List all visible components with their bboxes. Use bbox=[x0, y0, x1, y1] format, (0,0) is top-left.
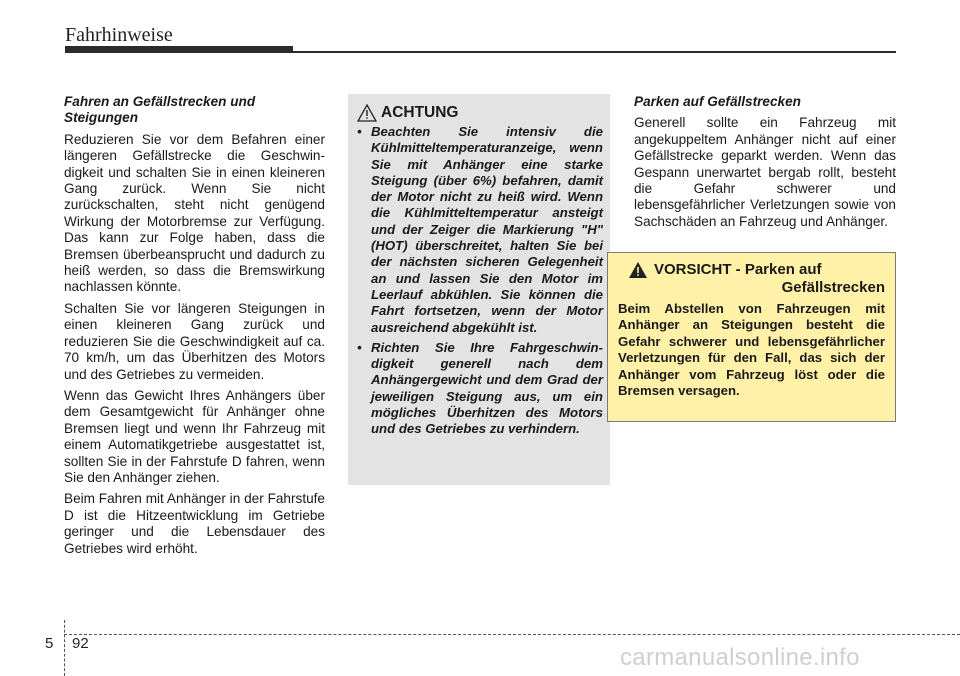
vorsicht-title-row bbox=[618, 261, 885, 279]
vorsicht-caution-box bbox=[607, 252, 896, 422]
achtung-title: ACHTUNG bbox=[381, 104, 459, 121]
list-item bbox=[357, 124, 603, 336]
achtung-title-row bbox=[357, 104, 603, 122]
paragraph: Generell sollte ein Fahrzeug mit angekuppeltem Anhänger nicht auf einer Gefällstrecke geparkt werden. Wenn das Gespann unerwartet bergab rollt, besteht die Gefahr schwerer und lebensgefährlicher Verletzungen sowie von Sachschäden an Fahrzeug und Anhänger. bbox=[634, 115, 896, 229]
warning-triangle-icon bbox=[357, 104, 377, 122]
paragraph: Schalten Sie vor längeren Steigungen in einen kleineren Gang zurück und reduzieren Sie die Geschwindigkeit auf ca. 70 km/h, um das Überhitzen des Motors und des Getriebes zu vermeiden. bbox=[64, 300, 325, 382]
page-header-title: Fahrhinweise bbox=[65, 24, 173, 46]
vorsicht-title: VORSICHT - Parken auf bbox=[654, 261, 822, 278]
list-item-text: Beachten Sie intensiv die Kühlmitteltemperaturanzeige, wenn Sie mit Anhänger eine starke Steigung (über 6%) befahren, damit der Motor nicht zu heiß wird. Wenn die Kühlmitteltemperatur ansteigt und der Zeiger die Markierung "H" (HOT) überschreitet, halten Sie bei der nächsten sicheren Gelegenheit an und lassen Sie den Motor im Leerlauf abkühlen. Sie können die Fahrt fortsetzen, wenn der Motor ausreichend abgekühlt ist. bbox=[371, 124, 603, 335]
section-number: 5 bbox=[45, 635, 54, 652]
page-number: 92 bbox=[72, 635, 89, 652]
watermark: carmanualsonline.info bbox=[620, 644, 860, 671]
list-item bbox=[357, 340, 603, 438]
paragraph: Wenn das Gewicht Ihres Anhängers über dem Gesamtgewicht für Anhänger ohne Bremsen liegt und wenn Ihr Fahrzeug mit einem Automatikgetriebe ausgestattet ist, sollten Sie in der Fahrstufe D fahren, wenn Sie den Anhänger ziehen. bbox=[64, 387, 325, 485]
vorsicht-title-cont: Gefällstrecken bbox=[781, 279, 885, 296]
footer-divider bbox=[64, 620, 65, 676]
header-rule-thin bbox=[65, 51, 896, 53]
paragraph: Reduzieren Sie vor dem Befahren einer längeren Gefällstrecke die Geschwin-digkeit und schalten Sie in einen kleineren Gang zurück. Wenn Sie nicht zurückschalten, steht nicht genügend Wirkung der Motorbremse zur Verfügung. Das kann zur Folge haben, dass die Bremsen überbeansprucht und dadurch zu heiß werden, so dass die Bremswirkung nachlassen könnte. bbox=[64, 131, 325, 295]
bullet: • bbox=[357, 339, 362, 355]
achtung-list bbox=[357, 124, 603, 438]
list-item-text: Richten Sie Ihre Fahrgeschwin-digkeit generell nach dem Anhängergewicht und dem Grad der jeweiligen Steigung aus, um ein mögliches Überhitzen des Motors und des Getriebes zu verhindern. bbox=[371, 339, 603, 437]
section-heading-parking: Parken auf Gefällstrecken bbox=[634, 94, 801, 109]
warning-triangle-icon bbox=[628, 261, 648, 279]
achtung-warning-box bbox=[348, 94, 610, 485]
bullet: • bbox=[357, 124, 362, 139]
footer-rule bbox=[64, 634, 960, 635]
section-heading-slopes: Fahren an Gefällstrecken und Steigungen bbox=[64, 94, 256, 126]
paragraph: Beim Fahren mit Anhänger in der Fahrstufe D ist die Hitzeentwicklung im Getriebe geringer und die Lebensdauer des Getriebes wird erhöht. bbox=[64, 491, 325, 556]
vorsicht-text: Beim Abstellen von Fahrzeugen mit Anhänger an Steigungen besteht die Gefahr schwerer und lebensgefährlicher Verletzungen für den Fall, das sich der Anhänger vom Fahrzeug löst oder die Bremsen versagen. bbox=[618, 301, 885, 399]
right-column bbox=[634, 94, 896, 235]
left-column bbox=[64, 94, 325, 562]
